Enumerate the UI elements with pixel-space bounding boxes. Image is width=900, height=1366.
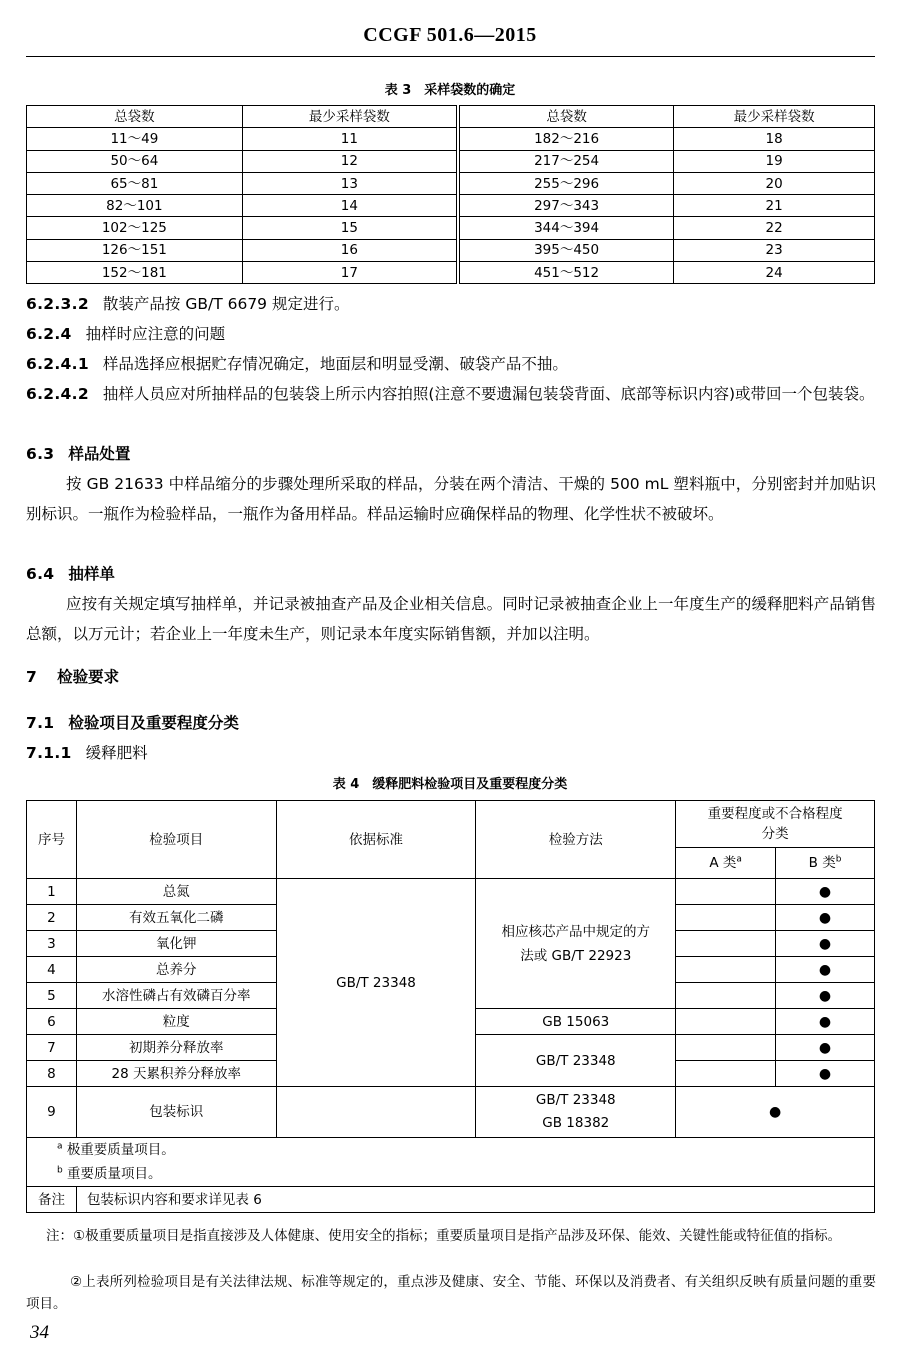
seq-cell: 8 (27, 1061, 77, 1087)
class-ab-dot: ● (676, 1087, 875, 1138)
table3-header-cell: 最少采样袋数 (242, 106, 458, 128)
heading-7 (26, 662, 876, 692)
class-b-dot: ● (776, 905, 875, 931)
method-line: GB 18382 (542, 1115, 610, 1131)
table-cell: 19 (674, 150, 875, 172)
class-a-cell (676, 1035, 776, 1061)
item-cell: 水溶性磷占有效磷百分率 (76, 983, 276, 1009)
heading-text: 抽样单 (68, 565, 115, 583)
paragraph-6-4: 应按有关规定填写抽样单，并记录被抽查产品及企业相关信息。同时记录被抽查企业上一年度生产的缓释肥料产品销售总额，以万元计；若企业上一年度未生产，则记录本年度实际销售额，并加以注明。 (26, 595, 876, 643)
method-cell: GB 15063 (476, 1009, 676, 1035)
class-b-dot: ● (776, 879, 875, 905)
method-cell (476, 1087, 676, 1138)
table-cell: 12 (242, 150, 458, 172)
header-seq: 序号 (27, 801, 77, 879)
table4-caption: 表 4 缓释肥料检验项目及重要程度分类 (332, 777, 568, 792)
heading-7-1 (26, 708, 876, 738)
method-line: GB/T 23348 (535, 1092, 616, 1108)
footnote-b-text: 重要质量项目。 (67, 1166, 162, 1182)
table-cell: 65～81 (27, 172, 243, 194)
table-row (27, 239, 875, 261)
table-cell: 451～512 (458, 262, 674, 284)
table3-header-cell: 最少采样袋数 (674, 106, 875, 128)
clause-number: 6.2.4.1 (26, 355, 89, 373)
class-a-cell (676, 905, 776, 931)
clause-text: 样品选择应根据贮存情况确定，地面层和明显受潮、破袋产品不抽。 (102, 355, 568, 373)
seq-cell: 5 (27, 983, 77, 1009)
table-cell: 23 (674, 239, 875, 261)
table-cell: 297～343 (458, 195, 674, 217)
table-cell: 217～254 (458, 150, 674, 172)
heading-number: 7.1 (26, 714, 55, 732)
table-cell: 182～216 (458, 128, 674, 150)
item-cell: 28 天累积养分释放率 (76, 1061, 276, 1087)
clause-number: 6.2.4.2 (26, 385, 89, 403)
class-b-sup: b (835, 854, 842, 865)
table-cell: 50～64 (27, 150, 243, 172)
header-rule (26, 56, 875, 57)
table-cell: 13 (242, 172, 458, 194)
class-b-dot: ● (776, 957, 875, 983)
table-cell: 15 (242, 217, 458, 239)
note-2: ②上表所列检验项目是有关法律法规、标准等规定的，重点涉及健康、安全、节能、环保以及消费者、有关组织反映有质量问题的重要项目。 (26, 1274, 876, 1312)
table-cell: 152～181 (27, 262, 243, 284)
class-a-cell (676, 957, 776, 983)
standard-cell-blank (276, 1087, 476, 1138)
remark-label: 备注 (27, 1187, 77, 1213)
table-cell: 22 (674, 217, 875, 239)
footnote-row (27, 1138, 875, 1163)
table-cell: 11～49 (27, 128, 243, 150)
table-cell: 16 (242, 239, 458, 261)
heading-6-4 (26, 559, 876, 589)
table-cell: 395～450 (458, 239, 674, 261)
heading-number: 6.3 (26, 445, 55, 463)
class-a-cell (676, 879, 776, 905)
item-cell: 粒度 (76, 1009, 276, 1035)
footnote-a (27, 1138, 875, 1163)
table3-header-cell: 总袋数 (458, 106, 674, 128)
table-row (27, 150, 875, 172)
table-cell: 82～101 (27, 195, 243, 217)
header-standard: 依据标准 (276, 801, 476, 879)
class-a-cell (676, 1009, 776, 1035)
class-a-label: A 类 (709, 855, 737, 871)
table3 (26, 105, 875, 284)
clause-6-2-4-2 (26, 379, 876, 409)
item-cell: 初期养分释放率 (76, 1035, 276, 1061)
table-row (27, 195, 875, 217)
page-header-title: CCGF 501.6—2015 (363, 24, 537, 46)
class-a-cell (676, 1061, 776, 1087)
page-number: 34 (30, 1322, 49, 1343)
heading-text: 检验项目及重要程度分类 (68, 714, 239, 732)
footnote-row (27, 1162, 875, 1187)
heading-6-3 (26, 439, 876, 469)
note-1: 注：①极重要质量项目是指直接涉及人体健康、使用安全的指标；重要质量项目是指产品涉及环保、能效、关键性能或特征值的指标。 (46, 1228, 842, 1244)
clause-text: 抽样时应注意的问题 (85, 325, 226, 343)
footnote-b-sup: b (57, 1165, 63, 1176)
table-cell: 18 (674, 128, 875, 150)
seq-cell: 2 (27, 905, 77, 931)
heading-7-1-1 (26, 738, 876, 768)
class-a-cell (676, 931, 776, 957)
table-cell: 11 (242, 128, 458, 150)
class-a-sup: a (736, 854, 742, 865)
seq-cell: 4 (27, 957, 77, 983)
table-row (27, 217, 875, 239)
clause-6-2-4 (26, 319, 876, 349)
item-cell: 包装标识 (76, 1087, 276, 1138)
table3-header-cell: 总袋数 (27, 106, 243, 128)
item-cell: 总养分 (76, 957, 276, 983)
class-b-dot: ● (776, 983, 875, 1009)
remark-text: 包装标识内容和要求详见表 6 (76, 1187, 874, 1213)
table-cell: 255～296 (458, 172, 674, 194)
table3-header-row (27, 106, 875, 128)
clause-6-2-4-1 (26, 349, 876, 379)
table-cell: 344～394 (458, 217, 674, 239)
clause-6-2-3-2 (26, 289, 876, 319)
footnote-a-text: 极重要质量项目。 (66, 1142, 175, 1158)
class-b-dot: ● (776, 1061, 875, 1087)
clause-text: 抽样人员应对所抽样品的包装袋上所示内容拍照(注意不要遗漏包装袋背面、底部等标识内容)或带回一个包装袋。 (102, 385, 875, 403)
header-method: 检验方法 (476, 801, 676, 879)
table-cell: 126～151 (27, 239, 243, 261)
table3-caption: 表 3 采样袋数的确定 (384, 83, 516, 98)
remark-row (27, 1187, 875, 1213)
heading-text: 缓释肥料 (85, 744, 148, 762)
table-row (27, 262, 875, 284)
seq-cell: 9 (27, 1087, 77, 1138)
method-cell: GB/T 23348 (476, 1035, 676, 1087)
table4 (26, 800, 875, 1213)
table4-header-row (27, 801, 875, 848)
table-row (27, 172, 875, 194)
item-cell: 氧化钾 (76, 931, 276, 957)
method-cell: 相应核芯产品中规定的方法或 GB/T 22923 (476, 879, 676, 1009)
table-cell: 24 (674, 262, 875, 284)
class-b-dot: ● (776, 1009, 875, 1035)
class-a-cell (676, 983, 776, 1009)
table-row (27, 879, 875, 905)
seq-cell: 7 (27, 1035, 77, 1061)
table-cell: 14 (242, 195, 458, 217)
table-cell: 17 (242, 262, 458, 284)
table-cell: 102～125 (27, 217, 243, 239)
table-row (27, 128, 875, 150)
class-b-label: B 类 (808, 855, 836, 871)
table-cell: 20 (674, 172, 875, 194)
heading-number: 7 (26, 668, 38, 686)
class-b-dot: ● (776, 931, 875, 957)
footnote-b (27, 1162, 875, 1187)
clause-text: 散装产品按 GB/T 6679 规定进行。 (102, 295, 350, 313)
heading-number: 7.1.1 (26, 744, 72, 762)
standard-cell: GB/T 23348 (276, 879, 476, 1087)
header-importance: 重要程度或不合格程度分类 (676, 801, 875, 848)
header-item: 检验项目 (76, 801, 276, 879)
paragraph-6-3: 按 GB 21633 中样品缩分的步骤处理所采取的样品，分装在两个清洁、干燥的 500 mL 塑料瓶中，分别密封并加贴识别标识。一瓶作为检验样品，一瓶作为备用样品。样品运输时应确保样品的物理、化学性状不被破坏。 (26, 475, 876, 523)
item-cell: 有效五氧化二磷 (76, 905, 276, 931)
heading-text: 检验要求 (57, 668, 120, 686)
class-b-dot: ● (776, 1035, 875, 1061)
table-cell: 21 (674, 195, 875, 217)
header-class-a (676, 848, 776, 879)
heading-text: 样品处置 (68, 445, 131, 463)
clause-number: 6.2.4 (26, 325, 72, 343)
table-row (27, 1087, 875, 1138)
item-cell: 总氮 (76, 879, 276, 905)
clause-number: 6.2.3.2 (26, 295, 89, 313)
heading-number: 6.4 (26, 565, 55, 583)
seq-cell: 6 (27, 1009, 77, 1035)
header-class-b (776, 848, 875, 879)
seq-cell: 3 (27, 931, 77, 957)
seq-cell: 1 (27, 879, 77, 905)
footnote-a-sup: a (57, 1141, 63, 1152)
